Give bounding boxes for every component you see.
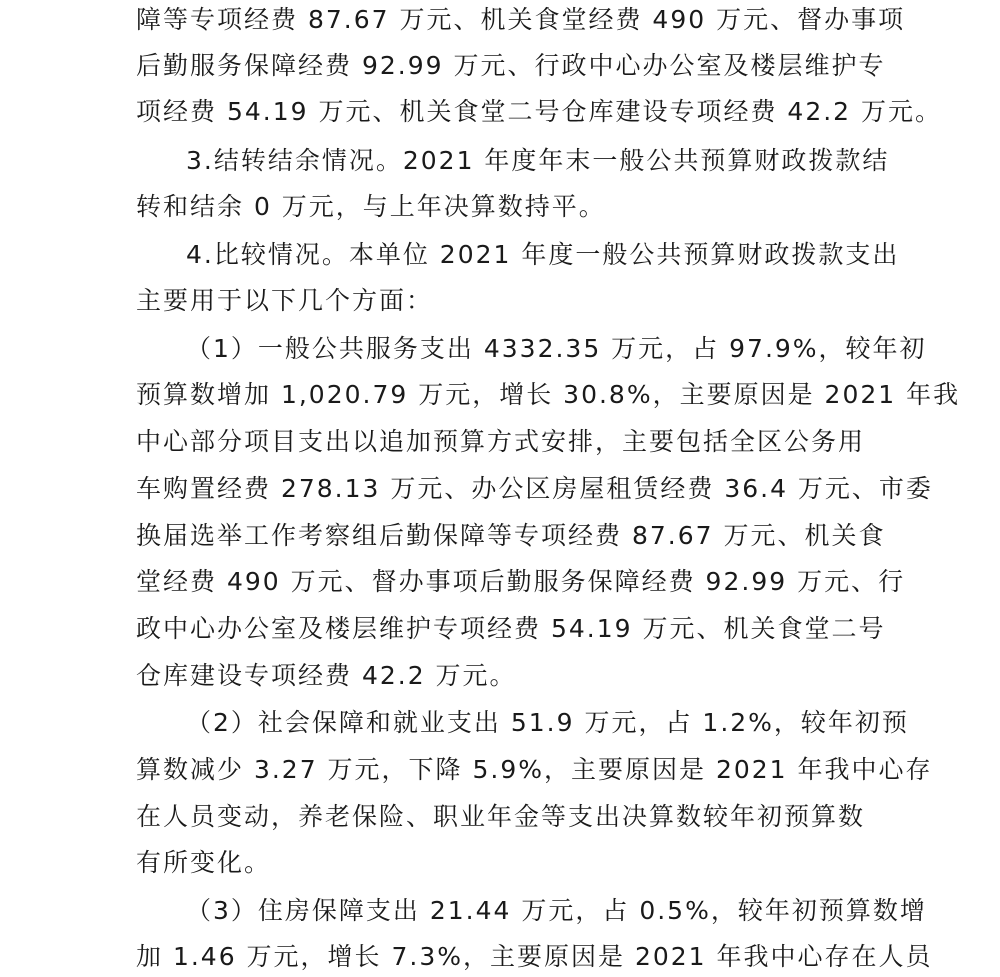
paragraph-line: 项经费 54.19 万元、机关食堂二号仓库建设专项经费 42.2 万元。 — [136, 97, 943, 126]
paragraph-line: 转和结余 0 万元，与上年决算数持平。 — [136, 192, 606, 221]
paragraph-line: 换届选举工作考察组后勤保障等专项经费 87.67 万元、机关食 — [136, 521, 886, 550]
paragraph-line: 障等专项经费 87.67 万元、机关食堂经费 490 万元、督办事项 — [136, 5, 906, 34]
paragraph-line: 车购置经费 278.13 万元、办公区房屋租赁经费 36.4 万元、市委 — [136, 474, 933, 503]
paragraph-line: 3.结转结余情况。2021 年度年末一般公共预算财政拨款结 — [186, 146, 890, 175]
paragraph-line: 政中心办公室及楼层维护专项经费 54.19 万元、机关食堂二号 — [136, 614, 886, 643]
paragraph-line: 预算数增加 1,020.79 万元，增长 30.8%，主要原因是 2021 年我 — [136, 380, 961, 409]
paragraph-line: 主要用于以下几个方面： — [136, 286, 434, 315]
paragraph-line: 算数减少 3.27 万元，下降 5.9%，主要原因是 2021 年我中心存 — [136, 755, 933, 784]
paragraph-line: （3）住房保障支出 21.44 万元，占 0.5%，较年初预算数增 — [186, 896, 927, 925]
paragraph-line: 中心部分项目支出以追加预算方式安排，主要包括全区公务用 — [136, 427, 866, 456]
paragraph-line: 在人员变动，养老保险、职业年金等支出决算数较年初预算数 — [136, 802, 866, 831]
paragraph-line: 堂经费 490 万元、督办事项后勤服务保障经费 92.99 万元、行 — [136, 567, 906, 596]
paragraph-line: （2）社会保障和就业支出 51.9 万元，占 1.2%，较年初预 — [186, 708, 909, 737]
paragraph-line: 加 1.46 万元，增长 7.3%，主要原因是 2021 年我中心存在人员 — [136, 942, 933, 971]
paragraph-line: 4.比较情况。本单位 2021 年度一般公共预算财政拨款支出 — [186, 240, 900, 269]
paragraph-line: 后勤服务保障经费 92.99 万元、行政中心办公室及楼层维护专 — [136, 51, 886, 80]
paragraph-line: 仓库建设专项经费 42.2 万元。 — [136, 661, 517, 690]
paragraph-line: 有所变化。 — [136, 848, 272, 877]
paragraph-line: （1）一般公共服务支出 4332.35 万元，占 97.9%，较年初 — [186, 334, 927, 363]
